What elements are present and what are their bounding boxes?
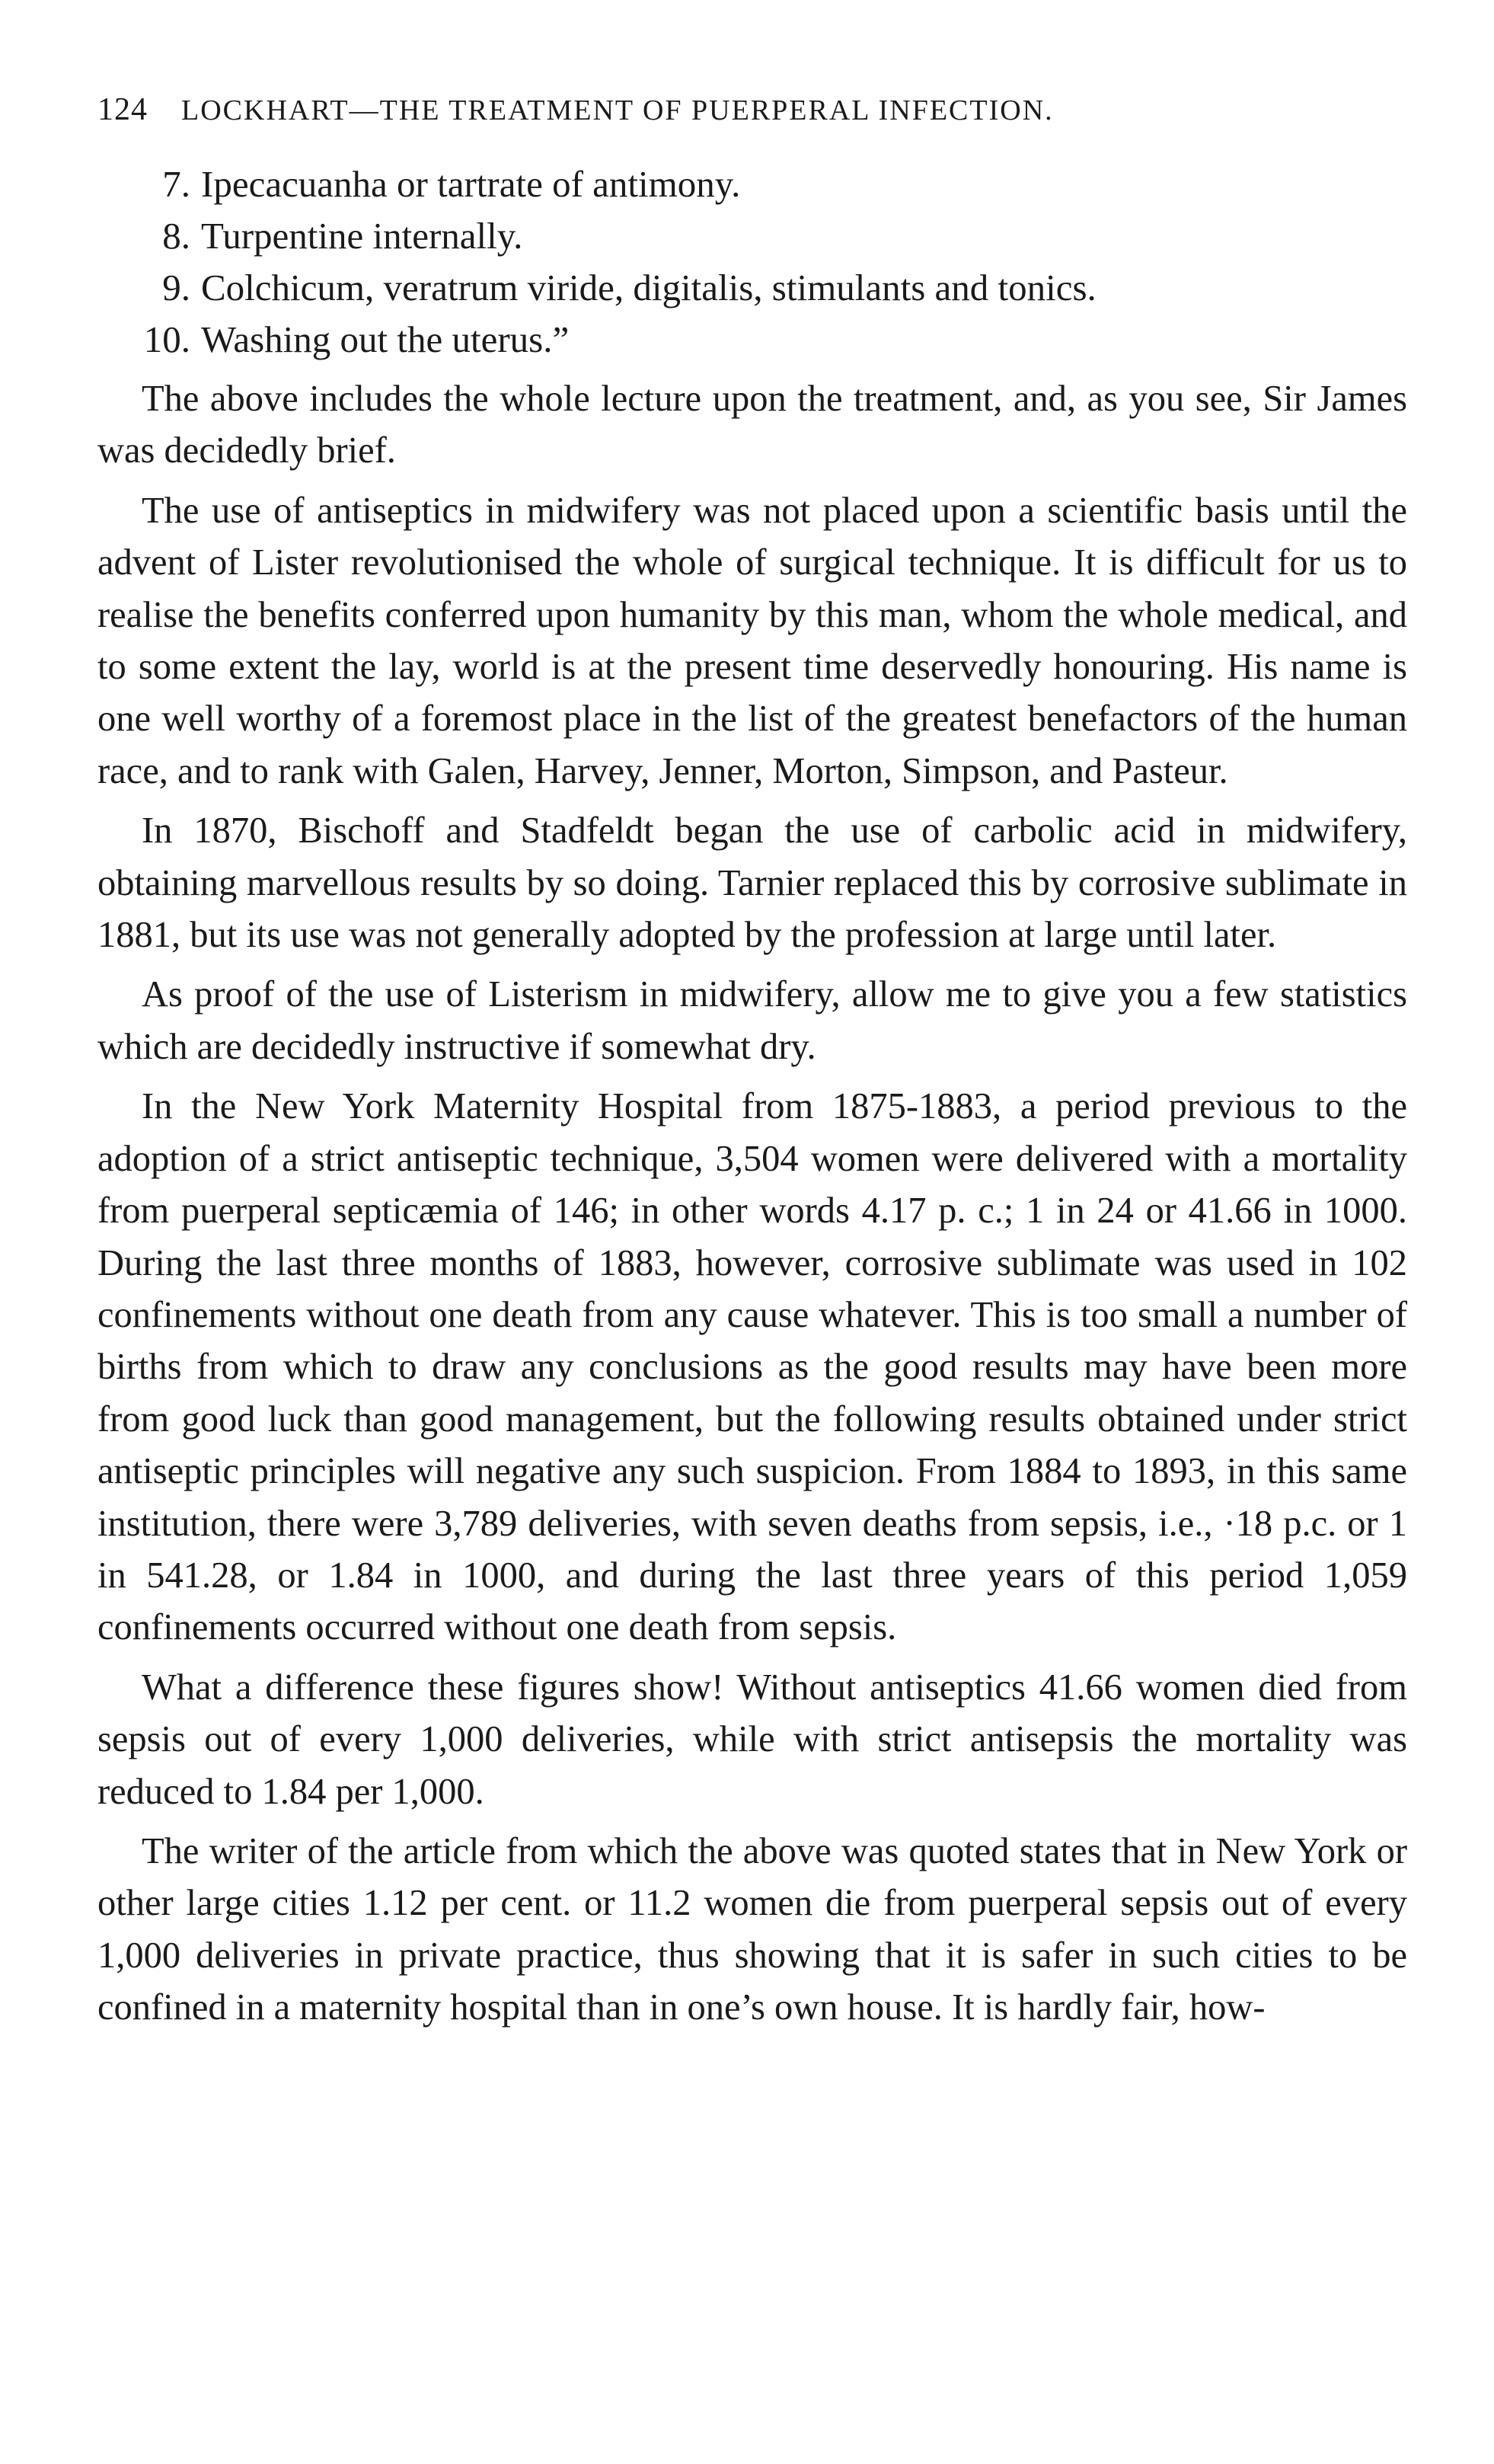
list-item-text: Washing out the uterus.” [201, 318, 570, 360]
list-item [97, 210, 1407, 262]
list-item [97, 262, 1407, 314]
list-item-text: Turpentine internally. [201, 215, 523, 257]
book-page [97, 91, 1407, 2034]
list-item [97, 314, 1407, 366]
list-item-number: 7. [162, 163, 190, 205]
list-item-number: 8. [162, 215, 190, 257]
list-item [97, 158, 1407, 210]
running-header [97, 91, 1407, 128]
running-title: LOCKHART—THE TREATMENT OF PUERPERAL INFECTION. [181, 94, 1054, 126]
paragraph-new-york-hospital: In the New York Maternity Hospital from 1875-1883, a period previous to the adoption of a strict antiseptic technique, 3,504 women were delivered with a mortality from puerperal septicæmia of 146; in other words 4.17 p. c.; 1 in 24 or 41.66 in 1000. During the last three months of 1883, however, corrosive sublimate was used in 102 confinements without one death from any cause whatever. This is too small a number of births from which to draw any conclusions as the good results may have been more from good luck than good management, but the following results obtained under strict antiseptic principles will negative any such suspicion. From 1884 to 1893, in this same institution, there were 3,789 deliveries, with seven deaths from sepsis, i.e., ·18 p.c. or 1 in 541.28, or 1.84 in 1000, and during the last three years of this period 1,059 confinements occurred without one death from sepsis. [97, 1086, 1407, 1648]
paragraph-difference: What a difference these figures show! Without antiseptics 41.66 women died from sepsis out of every 1,000 deliveries, while with strict antisepsis the mortality was reduced to 1.84 per 1,000. [97, 1667, 1407, 1812]
paragraph-lister: The use of antiseptics in midwifery was not placed upon a scientific basis until the advent of Lister revolutionised the whole of surgical technique. It is difficult for us to realise the benefits conferred upon humanity by this man, whom the whole medical, and to some extent the lay, world is at the present time deservedly honouring. His name is one well worthy of a foremost place in the list of the greatest benefactors of the human race, and to rank with Galen, Harvey, Jenner, Morton, Simpson, and Pasteur. [97, 490, 1407, 791]
list-item-text: Ipecacuanha or tartrate of antimony. [201, 163, 741, 205]
list-item-number: 9. [162, 267, 190, 308]
paragraph-private-practice: The writer of the article from which the above was quoted states that in New York or other large cities 1.12 per cent. or 11.2 women die from puerperal sepsis out of every 1,000 deliveries in private practice, thus showing that it is safer in such cities to be confined in a maternity hospital than in one’s own house. It is hardly fair, how- [97, 1830, 1407, 2028]
list-item-text: Colchicum, veratrum viride, digitalis, stimulants and tonics. [201, 267, 1097, 308]
paragraph-lecture-summary: The above includes the whole lecture upon the treatment, and, as you see, Sir James was decidedly brief. [97, 379, 1407, 471]
list-item-number: 10. [143, 318, 190, 360]
paragraph-carbolic-acid: In 1870, Bischoff and Stadfeldt began the use of carbolic acid in midwifery, obtaining marvellous results by so doing. Tarnier replaced this by corrosive sublimate in 1881, but its use was not generally adopted by the profession at large until later. [97, 810, 1407, 956]
paragraph-statistics-intro: As proof of the use of Listerism in midwifery, allow me to give you a few statistics which are decidedly instructive if somewhat dry. [97, 974, 1407, 1067]
page-number: 124 [97, 92, 148, 127]
treatment-list [97, 158, 1407, 366]
